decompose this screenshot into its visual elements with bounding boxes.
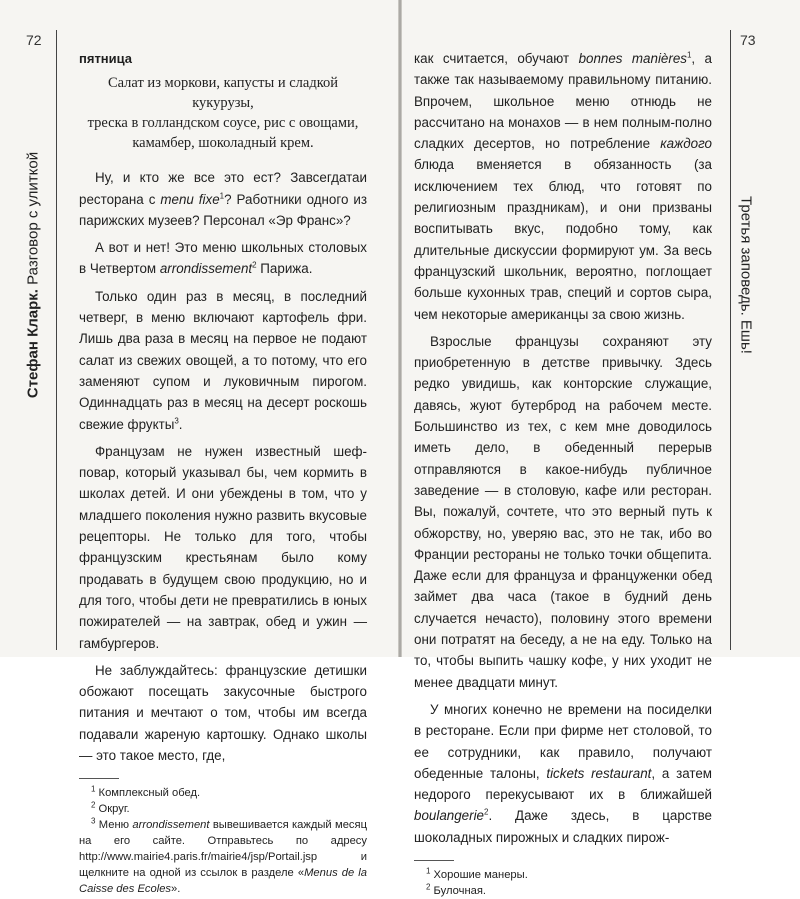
paragraph: У многих конечно не времени на посиделки в ресторане. Если при фирме нет столовой, то ее сотрудники, как правило, получают обеденные талоны, tickets restaurant, а затем недорого перекусывают их в ближайшей boulangerie$^2$. Даже здесь, в царстве шоколадных пирожных и сладких пирож-	[414, 701, 712, 845]
left-text-column	[79, 48, 367, 897]
menu-line: Салат из моркови, капусты и сладкой кукурузы,	[107, 75, 339, 112]
paragraph: Не заблуждайтесь: французские детишки обожают посещать закусочные быстрого питания и мечтают о том, чтобы им всегда подавали жареную картошку. Однако школы — это такое место, где,	[79, 662, 367, 764]
footnote-rule	[414, 860, 454, 861]
footnote-ref: 1	[686, 50, 692, 60]
paragraph: как считается, обучают bonnes manières$^1$, а также так называемому правильному питанию. Впрочем, школьное меню отнюдь не рассчитано на монахов — в нем полным-полно сладких десертов, но потребление каждого блюда вменяется в обязанность (за исключением тех блюд, что готовят по религиозным праздникам), и они призваны воспитывать вкус, подобно тому, как длительные дискуссии формируют ум. За весь французский школьник, вероятно, поглощает больше кухонных трав, специй и сортов сыра, чем некоторые американцы за свою жизнь.	[414, 50, 712, 322]
footnote: $^1$ Хорошие манеры.	[426, 866, 528, 881]
paragraph: Только один раз в месяц, в последний четверг, в меню включают картофель фри. Лишь два раза в месяц на первое не подают салат из свежих овощей, а то потому, что его заменяют супом и луковичным пирогом. Одиннадцать раз в месяц на десерт роскошь свежие фрукты$^3$.	[79, 288, 367, 432]
paragraph: А вот и нет! Это меню школьных столовых в Четвертом arrondissement$^2$ Парижа.	[79, 240, 367, 277]
right-margin-rule	[730, 30, 731, 650]
paragraph: Французам не нужен известный шеф-повар, который указывал бы, чем кормить в школах детей. И они убеждены в том, что у младшего поколения нужно развить вкусовые рецепторы. Не только для того, чтобы французским крестьянам было кому продавать в будущем свою продукцию, но и для того, чтобы дети не превратились в юных пожирателей — на завтрак, обед и ужин — гамбургеров.	[79, 443, 367, 651]
running-head-chapter-title: Третья заповедь. Ешь!	[737, 196, 755, 354]
footnote: $^1$ Комплексный обед.	[91, 784, 201, 800]
left-margin-rule	[56, 30, 57, 650]
right-page-number: 73	[740, 32, 756, 48]
menu-line: треска в голландском соусе, рис с овощами,	[87, 115, 359, 132]
left-page-number: 72	[26, 32, 42, 48]
menu-day-heading: пятница	[79, 51, 133, 66]
footnote: $^2$ Булочная.	[426, 882, 487, 897]
book-gutter	[398, 0, 402, 657]
running-head-book-title: Разговор с улиткой	[24, 151, 42, 290]
paragraph: Взрослые французы сохраняют эту приобретенную в детстве привычку. Здесь редко увидишь, как конторские служащие, давясь, жуют бутерброд на рабочем месте. Большинство из тех, с кем мне доводилось иметь дело, в обеденный перерыв отправляются в какое-нибудь публичное заведение — в столовую, кафе или ресторан. Вы, пожалуй, сочтете, что это верный путь к обжорству, но, уверяю вас, это не так, ибо во Франции рестораны не только точки общепита. Даже если для француза и француженки обед займет два часа (такое в будний день случается нечасто), половину этого времени они потратят на беседу, а не на еду. Только на то, чтобы выпить чашку кофе, у них уходит не менее двадцати минут.	[414, 333, 712, 690]
footnote-ref: 1	[219, 191, 225, 201]
footnote-ref: 2	[252, 261, 257, 271]
footnote: $^3$ Меню arrondissement вывешивается каждый месяц на его сайте. Отправьтесь по адресу http://www.mairie4.paris.fr/mairie4/jsp/Portail.jsp и щелкните на одной из ссылок в разделе «Menus de la Caisse des Ecoles».	[79, 816, 367, 896]
footnote-ref: 3	[174, 416, 179, 426]
left-running-head	[24, 40, 42, 510]
right-running-head	[737, 40, 755, 510]
menu-block	[79, 73, 367, 153]
footnote-ref: 2	[484, 807, 489, 817]
footnote-rule	[79, 778, 119, 779]
paragraph: Ну, и кто же все это ест? Завсегдатаи ресторана с menu fixe$^1$? Работники одного из парижских музеев? Персонал «Эр Франс»?	[79, 170, 367, 228]
running-head-author: Стефан Кларк.	[24, 289, 42, 399]
menu-line: камамбер, шоколадный крем.	[132, 135, 314, 152]
right-text-column	[414, 48, 712, 899]
footnote: $^2$ Округ.	[91, 800, 130, 816]
